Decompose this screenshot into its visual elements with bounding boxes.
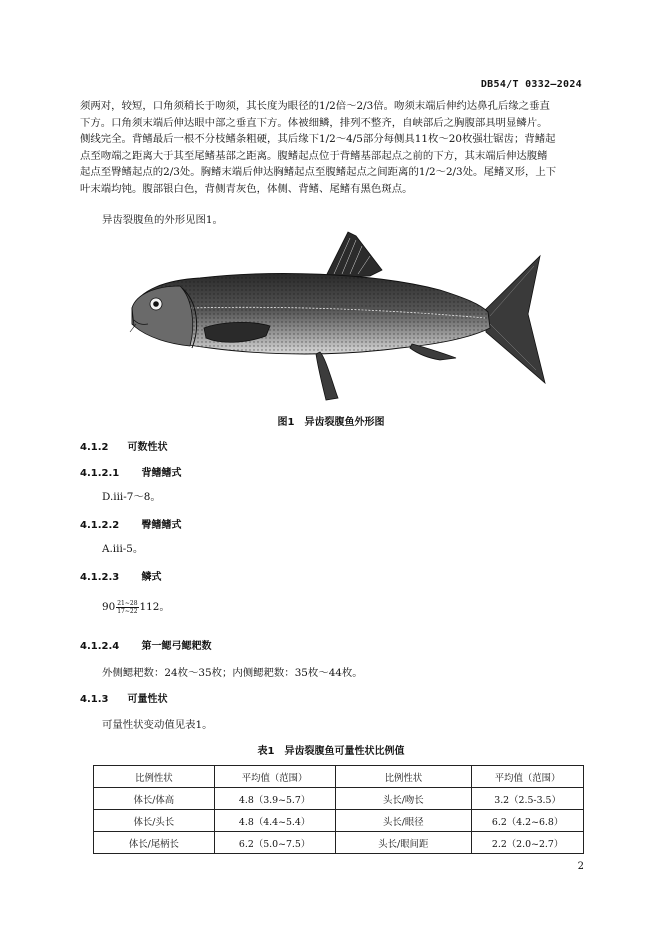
table-cell: 6.2（4.2~6.8） xyxy=(472,810,584,832)
section-title: 可数性状 xyxy=(127,442,168,453)
table-cell: 体长/头长 xyxy=(94,810,215,832)
section-title: 臀鳍鳍式 xyxy=(141,520,182,531)
section-title: 可量性状 xyxy=(127,694,168,705)
column-header: 平均值（范围） xyxy=(472,766,584,788)
table-row xyxy=(94,832,584,854)
figure-caption: 图1 异齿裂腹鱼外形图 xyxy=(277,417,385,428)
fish-illustration xyxy=(120,228,550,406)
intro-line: 须两对，较短，口角须稍长于吻须，其长度为眼径的1/2倍～2/3倍。吻须末端后伸约达鼻孔后缘之垂直 xyxy=(80,100,550,112)
table-cell: 2.2（2.0~2.7） xyxy=(472,832,584,854)
column-header: 比例性状 xyxy=(335,766,472,788)
intro-line: 侧线完全。背鳍最后一根不分枝鳍条粗硬，其后缘下1/2～4/5部分每侧具11枚～20枚强壮锯齿；背鳍起 xyxy=(80,133,556,146)
table-cell: 4.8（4.4~5.4） xyxy=(214,810,335,832)
fraction-numerator: 21~28 xyxy=(117,599,138,607)
section-4-1-2-1-heading xyxy=(80,464,181,479)
section-number: 4.1.3 xyxy=(80,694,109,705)
section-number: 4.1.2.4 xyxy=(80,641,120,652)
table-cell: 体长/体高 xyxy=(94,788,215,810)
table-row xyxy=(94,788,584,810)
page-number: 2 xyxy=(577,861,584,872)
scale-formula-main: 90 xyxy=(102,601,116,613)
table-cell: 头长/眼间距 xyxy=(335,832,472,854)
section-number: 4.1.2 xyxy=(80,442,109,453)
scale-formula xyxy=(102,598,170,615)
table-caption: 表1 异齿裂腹鱼可量性状比例值 xyxy=(257,746,405,757)
table-header-row xyxy=(94,766,584,788)
section-4-1-2-4-heading xyxy=(80,637,211,652)
anal-fin-formula: A.iii-5。 xyxy=(102,543,144,555)
standard-code: DB54/T 0332—2024 xyxy=(480,79,582,90)
table-cell: 3.2（2.5-3.5） xyxy=(472,788,584,810)
section-number: 4.1.2.2 xyxy=(80,520,120,531)
scale-formula-end: 112。 xyxy=(139,601,170,613)
section-4-1-2-3-heading xyxy=(80,568,161,583)
intro-line: 下方。口角须末端后伸达眼中部之垂直下方。体被细鳞，排列不整齐，自峡部后之胸腹部具明显鳞片。 xyxy=(80,116,548,129)
section-title: 鳞式 xyxy=(141,572,162,583)
section-number: 4.1.2.1 xyxy=(80,468,120,479)
gill-raker-count: 外侧鳃耙数：24枚～35枚；内侧鳃耙数：35枚～44枚。 xyxy=(102,667,363,679)
table-cell: 4.8（3.9~5.7） xyxy=(214,788,335,810)
intro-paragraph xyxy=(80,98,586,198)
section-4-1-3-heading xyxy=(80,690,167,705)
column-header: 平均值（范围） xyxy=(214,766,335,788)
section-number: 4.1.2.3 xyxy=(80,572,120,583)
intro-line: 点至吻端之距离大于其至尾鳍基部之距离。腹鳍起点位于背鳍基部起点之前的下方，其末端后伸达腹鳍 xyxy=(80,149,548,162)
ratio-table xyxy=(93,765,584,854)
fraction-denominator: 17~22 xyxy=(117,607,138,615)
intro-line: 叶末端均钝。腹部银白色，背侧青灰色，体侧、背鳍、尾鳍有黑色斑点。 xyxy=(80,182,413,195)
table-cell: 头长/眼径 xyxy=(335,810,472,832)
scale-formula-fraction xyxy=(116,600,138,615)
intro-line: 起点至臀鳍起点的2/3处。胸鳍末端后伸达胸鳍起点至腹鳍起点之间距离的1/2～2/3处。尾鳍叉形，上下 xyxy=(80,166,557,179)
table-row xyxy=(94,810,584,832)
figure-reference: 异齿裂腹鱼的外形见图1。 xyxy=(102,214,223,226)
table-cell: 6.2（5.0~7.5） xyxy=(214,832,335,854)
section-4-1-2-2-heading xyxy=(80,516,181,531)
section-title: 第一鳃弓鳃耙数 xyxy=(141,641,212,652)
table-cell: 体长/尾柄长 xyxy=(94,832,215,854)
measurable-traits-ref: 可量性状变动值见表1。 xyxy=(102,719,213,731)
section-4-1-2-heading xyxy=(80,438,167,453)
column-header: 比例性状 xyxy=(94,766,215,788)
section-title: 背鳍鳍式 xyxy=(141,468,182,479)
table-cell: 头长/吻长 xyxy=(335,788,472,810)
dorsal-fin-formula: D.iii-7～8。 xyxy=(102,491,161,503)
